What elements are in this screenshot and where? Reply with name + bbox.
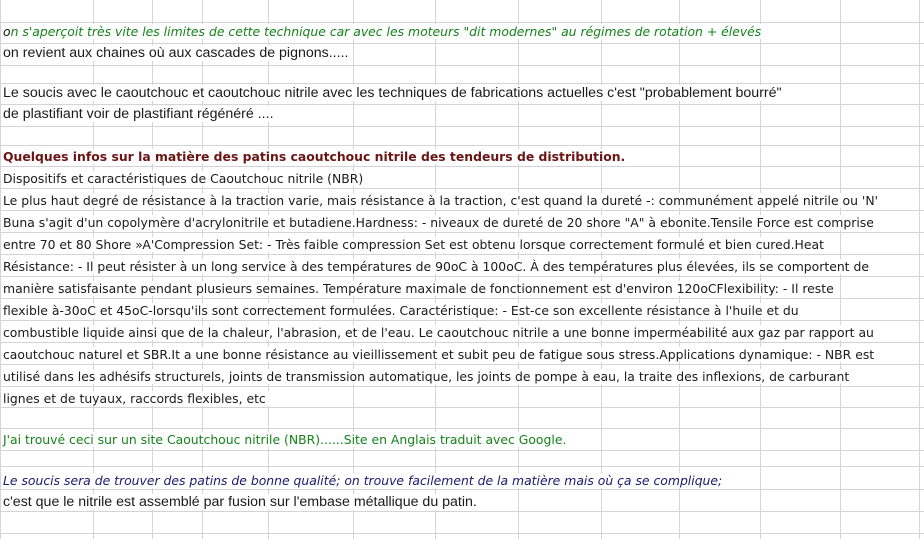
cell-row-10[interactable]: Résistance: - Il peut résister à un long service à des températures de 90oC à 100oC. À des températures plus élevées, ils se comportent de bbox=[3, 259, 873, 274]
cell-row-14[interactable]: caoutchouc naturel et SBR.It a une bonne résistance au vieillissement et subit peu de fatigue sous stress.Applications dynamique: - NBR est bbox=[3, 347, 878, 362]
cell-row-15[interactable]: utilisé dans les adhésifs structurels, joints de transmission automatique, les joints de pompe à eau, la traite des inflexions, de carburant bbox=[3, 369, 853, 384]
cell-row-7[interactable]: Le plus haut degré de résistance à la traction varie, mais résistance à la traction, c'est quand la dureté -: communément appelé nitrile ou 'N' bbox=[3, 193, 882, 208]
cell-row-6[interactable]: Dispositifs et caractéristiques de Caoutchouc nitrile (NBR) bbox=[3, 171, 367, 186]
cell-row-17[interactable]: J'ai trouvé ceci sur un site Caoutchouc nitrile (NBR)......Site en Anglais traduit avec Google. bbox=[3, 432, 570, 447]
cell-row-19[interactable]: c'est que le nitrile est assemblé par fusion sur l'embase métallique du patin. bbox=[3, 494, 481, 510]
cell-row-16[interactable]: lignes et de tuyaux, raccords flexibles, etc bbox=[3, 391, 270, 406]
cell-row-3[interactable]: Le soucis avec le caoutchouc et caoutchouc nitrile avec les techniques de fabrications actuelles c'est "probablement bourré" bbox=[3, 85, 786, 101]
cell-row-11[interactable]: manière satisfaisante pendant plusieurs semaines. Température maximale de fonctionnement est d'environ 120oCFlexibility: - Il reste bbox=[3, 281, 838, 296]
cell-row-4[interactable]: de plastifiant voir de plastifiant régénéré .... bbox=[3, 106, 278, 122]
cell-row-2[interactable]: on revient aux chaines où aux cascades de pignons..... bbox=[3, 45, 352, 61]
cell-row-8[interactable]: Buna s'agit d'un copolymère d'acrylonitrile et butadiene.Hardness: - niveaux de dureté de 20 shore "A" à ebonite.Tensile Force est comprise bbox=[3, 215, 878, 230]
cell-row-13[interactable]: combustible liquide ainsi que de la chaleur, l'abrasion, et de l'eau. Le caoutchouc nitrile a une bonne imperméabilité aux gaz par rapport au bbox=[3, 325, 878, 340]
cell-row-18[interactable]: Le soucis sera de trouver des patins de bonne qualité; on trouve facilement de la matière mais où ça se complique; bbox=[3, 473, 726, 488]
cell-row-12[interactable]: flexible à-30oC et 45oC-lorsqu'ils sont correctement formulées. Caractéristique: - Est-ce son excellente résistance à l'huile et du bbox=[3, 303, 803, 318]
cell-row-5[interactable]: Quelques infos sur la matière des patins caoutchouc nitrile des tendeurs de distribution. bbox=[3, 149, 629, 164]
cell-row-9[interactable]: entre 70 et 80 Shore »A'Compression Set: - Très faible compression Set est obtenu lorsque correctement formulé et bien cured.Heat bbox=[3, 237, 828, 252]
cell-row-1[interactable]: on s'aperçoit très vite les limites de cette technique car avec les moteurs "dit modernes" au régimes de rotation + élevés bbox=[3, 24, 765, 39]
